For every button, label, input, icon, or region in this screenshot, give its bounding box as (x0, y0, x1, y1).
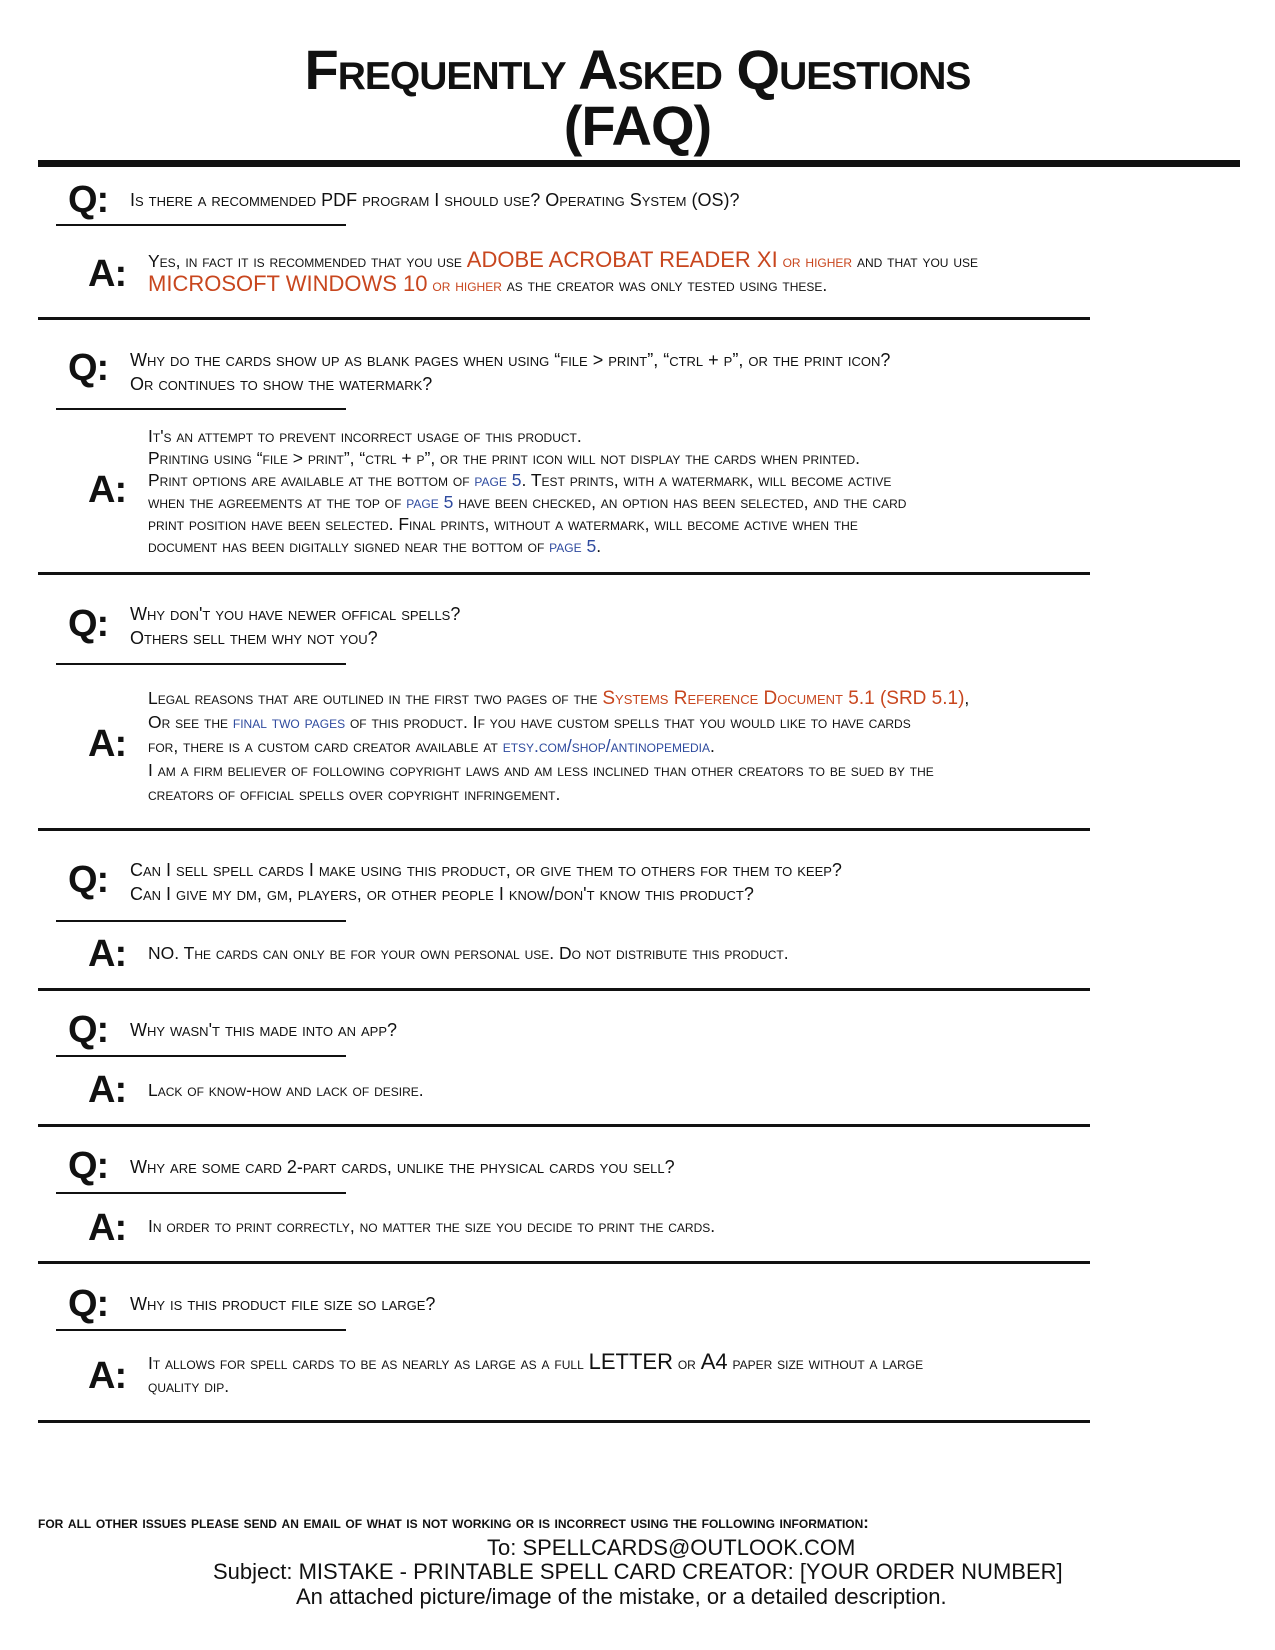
footer-intro: for all other issues please send an email of what is not working or is incorrect using the following information: (38, 1514, 869, 1532)
question-3-line-1: Why don't you have newer offical spells? (130, 604, 461, 624)
footer-subject: Subject: MISTAKE - PRINTABLE SPELL CARD CREATOR: [YOUR ORDER NUMBER] (213, 1559, 1063, 1584)
qa-divider (56, 1055, 346, 1057)
question-2-line-1: Why do the cards show up as blank pages when using “file > print”, “ctrl + p”, or the print icon? (130, 350, 891, 370)
answer-2-line-4: when the agreements at the top of page 5 have been checked, an option has been selected, and the card (148, 492, 907, 512)
question-1-line-1: Is there a recommended PDF program I should use? Operating System (OS)? (130, 190, 740, 210)
answer-7-line-1: It allows for spell cards to be as nearly as large as a full LETTER or A4 paper size without a large (148, 1349, 924, 1374)
answer-6-line-1: In order to print correctly, no matter the size you decide to print the cards. (148, 1216, 716, 1236)
page-5-link[interactable]: page 5 (406, 492, 454, 512)
srd-link[interactable]: Systems Reference Document 5.1 (SRD 5.1) (602, 688, 965, 709)
question-4-line-2: Can I give my dm, gm, players, or other people I know/don't know this product? (130, 884, 754, 904)
question-marker: Q: (68, 347, 109, 389)
question-marker: Q: (68, 603, 109, 645)
answer-marker: A: (88, 723, 127, 765)
etsy-shop-link[interactable]: etsy.com/shop/antinopemedia (502, 736, 710, 756)
answer-3-line-2: Or see the final two pages of this product. If you have custom spells that you would like to have cards (148, 712, 911, 732)
answer-2-line-1: It's an attempt to prevent incorrect usage of this product. (148, 426, 582, 446)
answer-2-line-2: Printing using “file > print”, “ctrl + p”, or the print icon will not display the cards when printed. (148, 448, 861, 468)
qa-divider (56, 408, 346, 410)
answer-3-line-4: I am a firm believer of following copyright laws and am less inclined than other creators to be sued by the (148, 760, 934, 780)
final-two-pages-link[interactable]: final two pages (232, 712, 346, 732)
answer-marker: A: (88, 933, 127, 975)
qa-divider (56, 920, 346, 922)
question-3-line-2: Others sell them why not you? (130, 628, 378, 648)
section-divider (38, 988, 1090, 991)
qa-divider (56, 1192, 346, 1194)
question-5-line-1: Why wasn't this made into an app? (130, 1020, 398, 1040)
question-marker: Q: (68, 1009, 109, 1051)
answer-7-line-2: quality dip. (148, 1376, 230, 1396)
answer-marker: A: (88, 1069, 127, 1111)
answer-5-line-1: Lack of know-how and lack of desire. (148, 1080, 424, 1100)
answer-2-line-5: print position have been selected. Final prints, without a watermark, will become active when the (148, 514, 858, 534)
page-subtitle: (FAQ) (563, 94, 712, 157)
section-divider (38, 1124, 1090, 1127)
question-2-line-2: Or continues to show the watermark? (130, 374, 433, 394)
answer-3-line-1: Legal reasons that are outlined in the first two pages of the Systems Reference Document 5.1 (SRD 5.1), (148, 688, 970, 709)
question-4-line-1: Can I sell spell cards I make using this product, or give them to others for them to keep? (130, 860, 842, 880)
section-divider (38, 572, 1090, 575)
question-marker: Q: (68, 1283, 109, 1325)
question-marker: Q: (68, 179, 109, 221)
answer-marker: A: (88, 1207, 127, 1249)
question-marker: Q: (68, 1145, 109, 1187)
answer-marker: A: (88, 1355, 127, 1397)
qa-divider (56, 663, 346, 665)
answer-marker: A: (88, 469, 127, 511)
footer-attachment: An attached picture/image of the mistake, or a detailed description. (296, 1584, 947, 1609)
answer-1-line-2: MICROSOFT WINDOWS 10 or higher as the creator was only tested using these. (148, 271, 828, 296)
qa-divider (56, 224, 346, 226)
section-divider (38, 1261, 1090, 1264)
footer-email[interactable]: To: SPELLCARDS@OUTLOOK.COM (487, 1535, 856, 1560)
title-divider (38, 160, 1240, 167)
question-6-line-1: Why are some card 2-part cards, unlike the physical cards you sell? (130, 1157, 675, 1177)
answer-4-line-1: NO. The cards can only be for your own personal use. Do not distribute this product. (148, 943, 789, 963)
answer-1-line-1: Yes, in fact it is recommended that you use ADOBE ACROBAT READER XI or higher and that you use (148, 247, 979, 272)
section-divider (38, 317, 1090, 320)
answer-3-line-3: for, there is a custom card creator available at etsy.com/shop/antinopemedia. (148, 736, 715, 756)
page-5-link[interactable]: page 5 (549, 536, 597, 556)
question-7-line-1: Why is this product file size so large? (130, 1294, 436, 1314)
question-marker: Q: (68, 859, 109, 901)
answer-3-line-5: creators of official spells over copyright infringement. (148, 784, 561, 804)
section-divider (38, 828, 1090, 831)
page-5-link[interactable]: page 5 (474, 470, 522, 490)
section-divider (38, 1420, 1090, 1423)
qa-divider (56, 1329, 346, 1331)
answer-2-line-6: document has been digitally signed near the bottom of page 5. (148, 536, 602, 556)
page-title: Frequently Asked Questions (304, 38, 971, 101)
answer-marker: A: (88, 253, 127, 295)
answer-2-line-3: Print options are available at the bottom of page 5. Test prints, with a watermark, will become active (148, 470, 892, 490)
